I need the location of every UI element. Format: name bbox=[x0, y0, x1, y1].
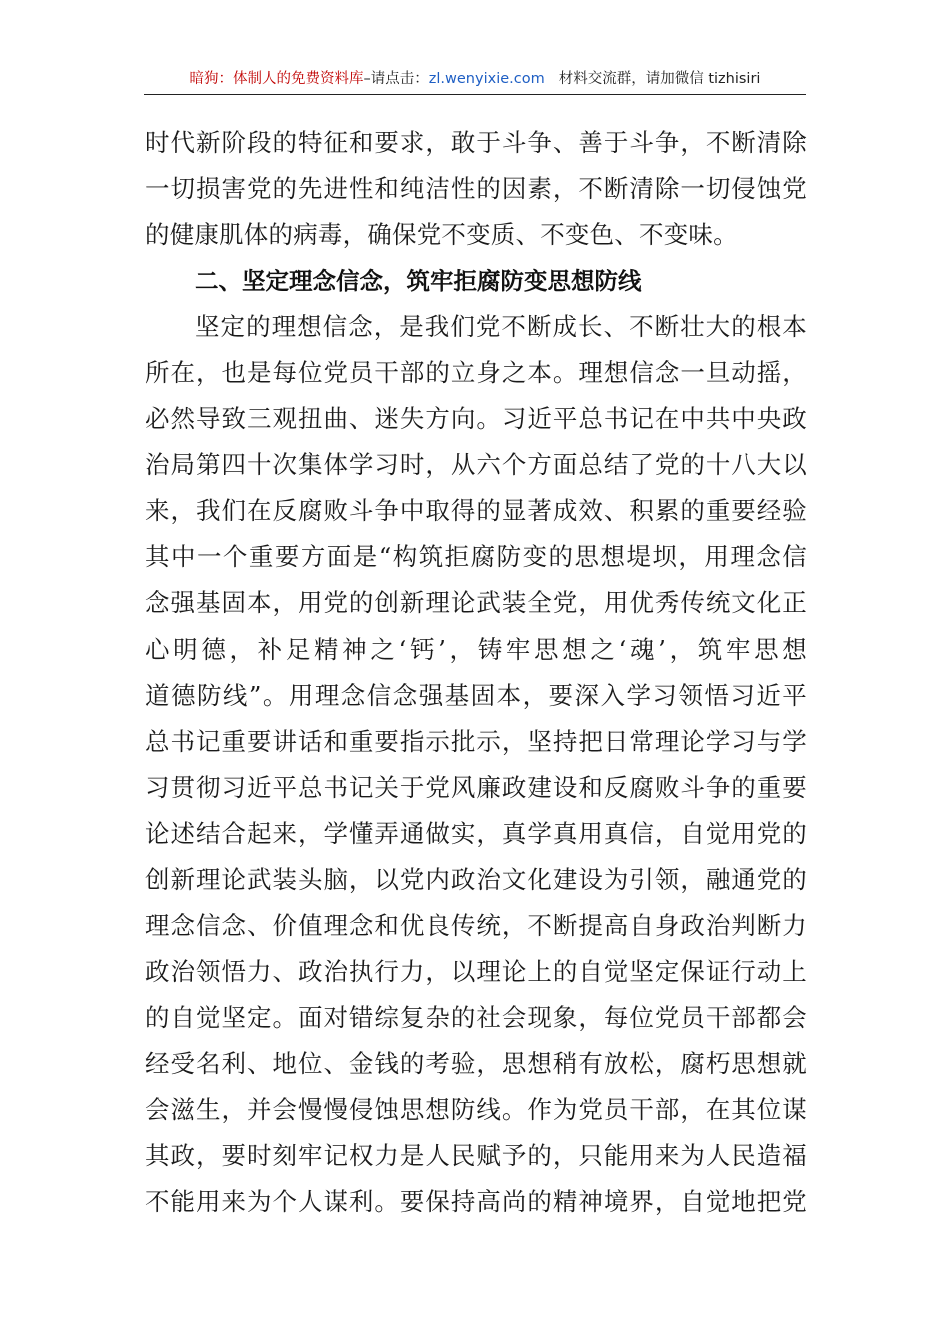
text-line: 时代新阶段的特征和要求，敢于斗争、善于斗争，不断清除 bbox=[145, 128, 807, 157]
paragraph-first-line: 坚定的理想信念，是我们党不断成长、不断壮大的根本 bbox=[195, 312, 807, 342]
text-line: 心明德，补足精神之‘钙’，铸牢思想之‘魂’，筑牢思想 bbox=[145, 634, 807, 664]
text-line: 经受名利、地位、金钱的考验，思想稍有放松，腐朽思想就 bbox=[145, 1048, 807, 1078]
header-click-prompt: –请点击： bbox=[363, 71, 429, 87]
text-line: 其政，要时刻牢记权力是人民赋予的，只能用来为人民造福 bbox=[145, 1141, 807, 1171]
text-line: 会滋生，并会慢慢侵蚀思想防线。作为党员干部，在其位谋 bbox=[145, 1094, 807, 1124]
text-line: 创新理论武装头脑，以党内政治文化建设为引领，融通党的 bbox=[145, 864, 807, 894]
text-line: 念强基固本，用党的创新理论武装全党，用优秀传统文化正 bbox=[145, 588, 807, 618]
text-line: 总书记重要讲话和重要指示批示，坚持把日常理论学习与学 bbox=[145, 726, 807, 756]
text-line: 的自觉坚定。面对错综复杂的社会现象，每位党员干部都会 bbox=[145, 1002, 807, 1032]
text-line: 习贯彻习近平总书记关于党风廉政建设和反腐败斗争的重要 bbox=[145, 772, 807, 802]
header-contact: 材料交流群，请加微信 tizhisiri bbox=[558, 71, 761, 87]
text-line: 一切损害党的先进性和纯洁性的因素，不断清除一切侵蚀党 bbox=[145, 174, 807, 204]
section-heading: 二、坚定理念信念，筑牢拒腐防变思想防线 bbox=[195, 267, 642, 296]
header-url-link[interactable]: zl.wenyixie.com bbox=[428, 71, 545, 87]
text-line: 政治领悟力、政治执行力，以理论上的自觉坚定保证行动上 bbox=[145, 956, 807, 986]
text-line: 所在，也是每位党员干部的立身之本。理想信念一旦动摇， bbox=[145, 358, 807, 388]
text-line: 必然导致三观扭曲、迷失方向。习近平总书记在中共中央政 bbox=[145, 404, 807, 434]
text-line: 来，我们在反腐败斗争中取得的显著成效、积累的重要经验 bbox=[145, 496, 807, 526]
text-line: 不能用来为个人谋利。要保持高尚的精神境界，自觉地把党 bbox=[145, 1187, 807, 1217]
text-line: 治局第四十次集体学习时，从六个方面总结了党的十八大以 bbox=[145, 450, 807, 480]
text-line: 其中一个重要方面是“构筑拒腐防变的思想堤坝，用理念信 bbox=[145, 542, 807, 572]
text-line: 道德防线”。用理念信念强基固本，要深入学习领悟习近平 bbox=[145, 680, 807, 710]
text-line: 论述结合起来，学懂弄通做实，真学真用真信，自觉用党的 bbox=[145, 818, 807, 848]
text-line: 理念信念、价值理念和优良传统，不断提高自身政治判断力 bbox=[145, 910, 807, 940]
header-site-name: 暗狗：体制人的免费资料库 bbox=[189, 71, 364, 87]
page-header bbox=[144, 66, 806, 95]
document-body bbox=[145, 120, 807, 1225]
text-line: 的健康肌体的病毒，确保党不变质、不变色、不变味。 bbox=[145, 220, 738, 250]
